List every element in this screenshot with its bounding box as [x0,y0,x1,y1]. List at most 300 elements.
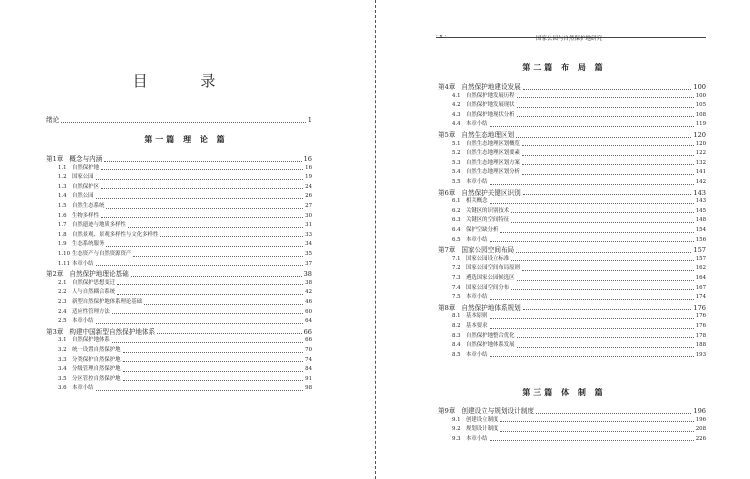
leader-dots [511,222,694,223]
entry-page-number: 60 [305,308,312,315]
entry-number: 8.1 [452,313,461,320]
toc-section [452,342,706,349]
entry-title: 遴选国家公园候选区 [466,275,515,281]
entry-title: 自然生态地理区划方案 [466,159,520,166]
entry-page-number: 74 [305,356,312,363]
toc-section [58,318,312,325]
toc-section [58,366,312,373]
entry-page-number: 143 [695,198,706,205]
entry-number: 5.4 [452,169,461,176]
entry-page-number: 66 [305,337,312,344]
entry-page-number: 42 [305,289,312,296]
toc-section [58,299,312,306]
entry-title: 国家公园 [72,174,94,181]
entry-number: 8.3 [452,332,461,339]
leader-dots [490,184,694,185]
entry-number: 7.3 [452,275,461,281]
entry-title: 自然保护地发展现状 [466,102,515,109]
entry-number: 1.7 [58,222,67,229]
leader-dots [523,89,692,90]
entry-page-number: 33 [305,231,312,238]
entry-page-number: 120 [693,131,706,139]
entry-page-number: 176 [695,313,706,320]
entry-number: 7.2 [452,265,461,272]
entry-page-number: 143 [693,188,706,197]
leader-dots [123,380,304,381]
part-heading: 第二篇 布 局 篇 [522,62,606,72]
toc-section [452,265,706,272]
entry-page-number: 119 [695,121,706,128]
entry-number: 3.1 [58,337,67,344]
entry-page-number: 16 [303,155,312,163]
entry-title: 创建设立制度 [466,416,499,423]
entry-number: 1.3 [58,183,67,190]
entry-page-number: 34 [305,241,312,248]
entry-title: 本章小结 [466,236,488,243]
entry-title: 创建设立与规划设计制度 [461,407,534,415]
entry-page-number: 208 [695,426,706,433]
leader-dots [133,256,303,257]
entry-number: 4.4 [452,121,461,128]
entry-title: 自然保护地理论基础 [69,270,129,279]
leader-dots [490,299,694,300]
entry-page-number: 176 [695,323,706,329]
entry-page-number: 122 [695,150,706,157]
entry-number: 5.3 [452,159,461,166]
entry-title: 构建中国新型自然保护地体系 [69,327,156,336]
toc-section [452,352,706,359]
toc-section [452,285,706,292]
entry-title: 自然保护区 [72,183,99,190]
entry-title: 自然景观、景观多样性与文化多样性 [72,231,159,238]
entry-title: 保护空缺分析 [466,227,499,233]
leader-dots [101,188,303,189]
toc-section [452,93,706,100]
entry-title: 关键区的识别技术 [466,207,510,214]
entry-number: 6.3 [452,217,461,224]
entry-number: 5.1 [452,140,461,147]
entry-title: 基本原则 [466,313,488,320]
toc-chapter [438,304,706,312]
entry-title: 自然保护地整合优化 [466,332,515,339]
entry-page-number: 188 [695,342,706,349]
entry-page-number: 196 [695,416,706,423]
toc-section [452,141,706,148]
entry-page-number: 196 [693,407,706,415]
leader-dots [117,294,303,295]
leader-dots [96,390,304,391]
toc-section [58,280,312,287]
entry-number: 1.4 [58,193,67,200]
entry-page-number: 176 [693,303,706,312]
toc-section [58,347,312,354]
entry-page-number: 91 [305,375,312,382]
toc-chapter [46,328,312,336]
entry-number: 第4章 [438,83,456,91]
entry-title: 概念与内涵 [69,155,103,163]
toc-section [58,193,312,200]
leader-dots [517,337,694,338]
entry-number: 8.5 [452,351,461,358]
toc-section [58,376,312,383]
entry-title: 自然生态地理区划概览 [466,140,520,147]
entry-page-number: 24 [305,183,312,190]
entry-title: 自然保护思想变迁 [72,279,116,286]
entry-number: 第9章 [438,407,456,415]
entry-number: 3.2 [58,347,67,353]
leader-dots [96,265,304,266]
entry-page-number: 148 [695,217,706,224]
leader-dots [490,440,694,441]
leader-dots [517,280,694,281]
leader-dots [517,116,694,117]
leader-dots [511,260,694,261]
leader-dots [144,304,303,305]
entry-title: 自然保护地体系规划 [461,303,521,312]
entry-page-number: 66 [303,327,312,336]
toc-section [452,217,706,224]
entry-number: 第8章 [438,303,456,312]
toc-section [452,160,706,167]
toc-section [58,203,312,210]
entry-number: 第3章 [46,327,64,336]
entry-page-number: 105 [695,102,706,109]
entry-page-number: 1 [307,116,312,124]
leader-dots [511,212,694,213]
leader-dots [131,276,302,277]
toc-section [452,179,706,186]
entry-page-number: 100 [695,92,706,99]
header-page-number: · x · [436,34,447,40]
leader-dots [522,164,694,165]
entry-number: 第6章 [438,188,456,197]
entry-number: 第5章 [438,131,456,139]
leader-dots [123,352,304,353]
toc-section [58,337,312,344]
entry-title: 本章小结 [466,179,488,185]
entry-page-number: 38 [303,270,312,279]
leader-dots [106,208,303,209]
entry-title: 关键区的空间特征 [466,217,510,224]
entry-number: 第7章 [438,246,456,255]
toc-section [58,251,312,258]
entry-number: 3.4 [58,366,67,373]
running-header [436,34,706,42]
entry-number: 1.6 [58,212,67,219]
entry-title: 自然保护地发展历程 [466,92,515,99]
entry-title: 分区管控自然保护地 [72,375,121,382]
toc-section [452,323,706,330]
toc-section [452,102,706,109]
toc-section [58,385,312,392]
entry-title: 生态系统服务 [72,241,105,248]
entry-page-number: 167 [695,284,706,291]
entry-title: 基本要求 [466,323,488,329]
leader-dots [500,431,693,432]
toc-chapter [46,270,312,278]
toc-chapter [438,83,706,91]
entry-number: 5.5 [452,179,461,185]
entry-page-number: 120 [695,140,706,147]
entry-page-number: 16 [305,164,312,171]
entry-title: 本章小结 [466,351,488,358]
entry-number: 1.8 [58,231,67,238]
entry-page-number: 193 [695,351,706,358]
entry-page-number: 19 [305,174,312,181]
entry-page-number: 174 [695,294,706,301]
entry-title: 统一设置自然保护地 [72,347,121,353]
entry-number: 9.3 [452,435,461,442]
entry-number: 6.4 [452,227,461,233]
leader-dots [101,217,303,218]
entry-title: 自然生态地理区划 [461,131,515,139]
entry-page-number: 26 [305,193,312,200]
toc-section [452,426,706,433]
leader-dots [96,179,304,180]
entry-title: 本章小结 [466,294,488,301]
entry-number: 1.11 [58,260,71,267]
entry-page-number: 84 [305,366,312,373]
leader-dots [117,284,303,285]
right-page [378,0,750,479]
entry-number: 6.5 [452,236,461,243]
entry-number: 2.1 [58,279,67,286]
leader-dots [160,236,303,237]
entry-number: 7.4 [452,284,461,291]
entry-title: 自然遗迹与地质多样性 [72,222,126,229]
leader-dots [490,126,694,127]
leader-dots [157,333,302,334]
entry-number: 5.2 [452,150,461,157]
entry-page-number: 141 [695,169,706,176]
toc-section [58,222,312,229]
entry-title: 自然保护地体系 [72,337,110,344]
entry-title: 本章小结 [72,385,94,392]
leader-dots [536,413,691,414]
toc-section [58,184,312,191]
entry-number: 6.1 [452,198,461,205]
entry-title: 本章小结 [466,121,488,128]
leader-dots [112,342,303,343]
toc-chapter [438,189,706,197]
entry-title: 自然生态地理区划分析 [466,169,520,176]
leader-dots [511,289,694,290]
toc-title: 目 录 [132,72,240,90]
toc-section [58,241,312,248]
leader-dots [490,241,694,242]
leader-dots [522,155,694,156]
entry-number: 7.5 [452,294,461,301]
toc-section [452,256,706,263]
entry-title: 国家公园空间布局原则 [466,265,520,272]
toc-section [452,150,706,157]
entry-page-number: 145 [695,207,706,214]
toc-section [58,289,312,296]
toc-section [58,174,312,181]
entry-number: 2.3 [58,299,67,305]
leader-dots [517,97,694,98]
entry-title: 自然保护地 [72,164,99,171]
entry-number: 9.2 [452,426,461,433]
leader-dots [522,270,694,271]
toc-section [452,436,706,443]
entry-title: 国家公园设立标准 [466,255,510,262]
left-page [0,0,372,479]
toc-chapter [438,131,706,139]
entry-number: 4.3 [452,111,461,118]
part-heading: 第一篇 理 论 篇 [144,134,228,144]
entry-title: 适应性管理方法 [72,308,110,315]
entry-page-number: 70 [305,347,312,353]
entry-title: 自然保护地建设发展 [461,83,521,91]
entry-number: 6.2 [452,207,461,214]
toc-section [452,275,706,282]
entry-page-number: 156 [695,236,706,243]
leader-dots [523,194,692,195]
leader-dots [490,356,694,357]
entry-title: 本章小结 [72,260,94,267]
entry-number: 7.1 [452,255,461,262]
leader-dots [516,137,691,138]
leader-dots [500,232,693,233]
leader-dots [517,347,694,348]
toc-section [452,169,706,176]
entry-page-number: 98 [305,385,312,392]
entry-page-number: 157 [693,246,706,255]
toc-section [452,227,706,234]
entry-page-number: 35 [305,251,312,257]
toc-chapter [46,155,312,163]
entry-number: 8.4 [452,342,461,349]
leader-dots [517,107,694,108]
entry-number: 2.2 [58,289,67,296]
toc-section [452,417,706,424]
entry-title: 新型自然保护地体系理论基础 [72,299,143,305]
toc-section [452,121,706,128]
entry-title: 人与自然耦合系统 [72,289,116,296]
entry-page-number: 178 [695,332,706,339]
leader-dots [101,169,303,170]
entry-page-number: 46 [305,299,312,305]
leader-dots [128,227,303,228]
entry-title: 自然保护关键区识别 [461,188,521,197]
entry-number: 4.2 [452,102,461,109]
entry-number: 1.1 [58,164,67,171]
page-divider [375,0,376,479]
entry-title: 自然公园 [72,193,94,200]
leader-dots [96,323,304,324]
entry-number: 1.9 [58,241,67,248]
entry-page-number: 162 [695,265,706,272]
entry-number: 4.1 [452,92,461,99]
toc-section [452,198,706,205]
leader-dots [500,421,693,422]
entry-title: 自然保护地现状分析 [466,111,515,118]
entry-page-number: 27 [305,203,312,209]
entry-number: 9.1 [452,416,461,423]
toc-section [452,333,706,340]
entry-page-number: 30 [305,212,312,219]
entry-title: 自然生态系统 [72,203,105,209]
entry-page-number: 108 [695,111,706,118]
entry-page-number: 132 [695,159,706,166]
toc-section [452,294,706,301]
leader-dots [123,371,304,372]
entry-number: 第1章 [46,155,64,163]
entry-number: 1.5 [58,203,67,209]
entry-title: 自然生态地理区划要素 [466,150,520,157]
header-book-title: 国家公园与自然保护地研究 [536,36,603,42]
entry-title: 国家公园空间布局 [461,246,515,255]
entry-number: 第2章 [46,270,64,279]
toc-section [452,313,706,320]
entry-number: 2.5 [58,318,67,325]
entry-page-number: 142 [695,179,706,185]
leader-dots [106,246,303,247]
entry-number: 8.2 [452,323,461,329]
entry-page-number: 157 [695,255,706,262]
entry-title: 绪论 [46,116,60,124]
leader-dots [104,161,301,162]
entry-title: 本章小结 [72,318,94,325]
entry-page-number: 164 [695,275,706,281]
leader-dots [490,318,694,319]
leader-dots [490,203,694,204]
leader-dots [522,145,694,146]
entry-title: 生物多样性 [72,212,99,219]
entry-page-number: 37 [305,260,312,267]
toc-section [58,261,312,268]
entry-number: 1.10 [58,251,71,257]
entry-number: 2.4 [58,308,67,315]
toc-section [58,309,312,316]
leader-dots [123,361,304,362]
toc-entry-intro [46,116,312,124]
toc-section [58,357,312,364]
entry-page-number: 38 [305,279,312,286]
toc-section [452,112,706,119]
entry-title: 生态资产与自然资源资产 [72,251,132,257]
entry-title: 分级管理自然保护地 [72,366,121,373]
entry-title: 相关概念 [466,198,488,205]
leader-dots [96,198,304,199]
leader-dots [522,174,694,175]
entry-number: 3.3 [58,356,67,363]
entry-title: 自然保护地体系发展 [466,342,515,349]
entry-page-number: 100 [693,83,706,91]
leader-dots [516,252,691,253]
leader-dots [61,122,306,123]
toc-chapter [438,246,706,254]
entry-title: 规划设计制度 [466,426,499,433]
toc-chapter [438,407,706,415]
entry-page-number: 154 [695,227,706,233]
toc-section [452,237,706,244]
entry-title: 分类保护自然保护地 [72,356,121,363]
toc-section [58,232,312,239]
leader-dots [490,328,694,329]
entry-page-number: 226 [695,435,706,442]
entry-title: 国家公园空间分布 [466,284,510,291]
leader-dots [112,313,303,314]
entry-page-number: 64 [305,318,312,325]
entry-number: 1.2 [58,174,67,181]
toc-section [58,213,312,220]
entry-number: 3.5 [58,375,67,382]
entry-page-number: 31 [305,222,312,229]
toc-section [58,165,312,172]
toc-section [452,208,706,215]
